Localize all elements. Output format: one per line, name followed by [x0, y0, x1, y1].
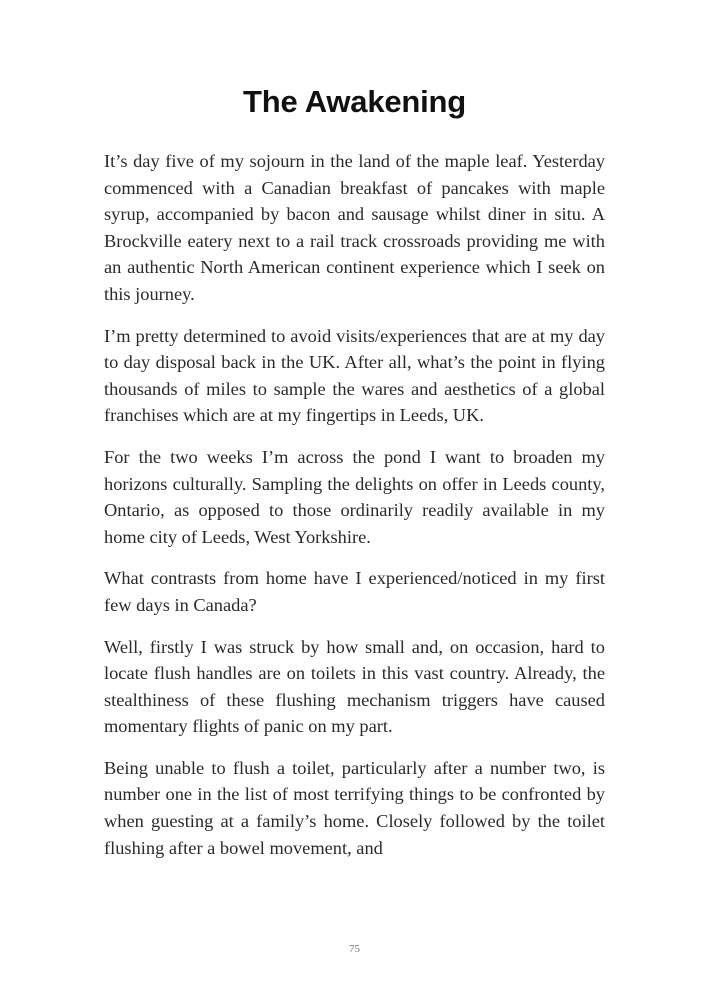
paragraph: Being unable to flush a toilet, particularly after a number two, is number one in the list of most terrifying things to be confronted by when guesting at a family’s home. Closely followed by the toilet flushing after a bowel movement, and	[104, 757, 605, 858]
paragraph: For the two weeks I’m across the pond I want to broaden my horizons culturally. Sampling the delights on offer in Leeds county, Ontario, as opposed to those ordinarily readily available in my home city of Leeds, West Yorkshire.	[104, 446, 605, 547]
paragraph: What contrasts from home have I experienced/noticed in my first few days in Canada?	[104, 568, 605, 615]
chapter-body	[104, 148, 605, 876]
paragraph: Well, firstly I was struck by how small and, on occasion, hard to locate flush handles are on toilets in this vast country. Already, the stealthiness of these flushing mechanism triggers have caused momentary flights of panic on my part.	[104, 636, 605, 737]
chapter-title: The Awakening	[242, 84, 467, 119]
paragraph: I’m pretty determined to avoid visits/experiences that are at my day to day disposal back in the UK. After all, what’s the point in flying thousands of miles to sample the wares and aesthetics of a global franchises which are at my fingertips in Leeds, UK.	[104, 325, 605, 426]
paragraph: It’s day five of my sojourn in the land of the maple leaf. Yesterday commenced with a Canadian breakfast of pancakes with maple syrup, accompanied by bacon and sausage whilst diner in situ. A Brockville eatery next to a rail track crossroads providing me with an authentic North American continent experience which I seek on this journey.	[104, 151, 605, 304]
page-number: 75	[349, 943, 360, 955]
